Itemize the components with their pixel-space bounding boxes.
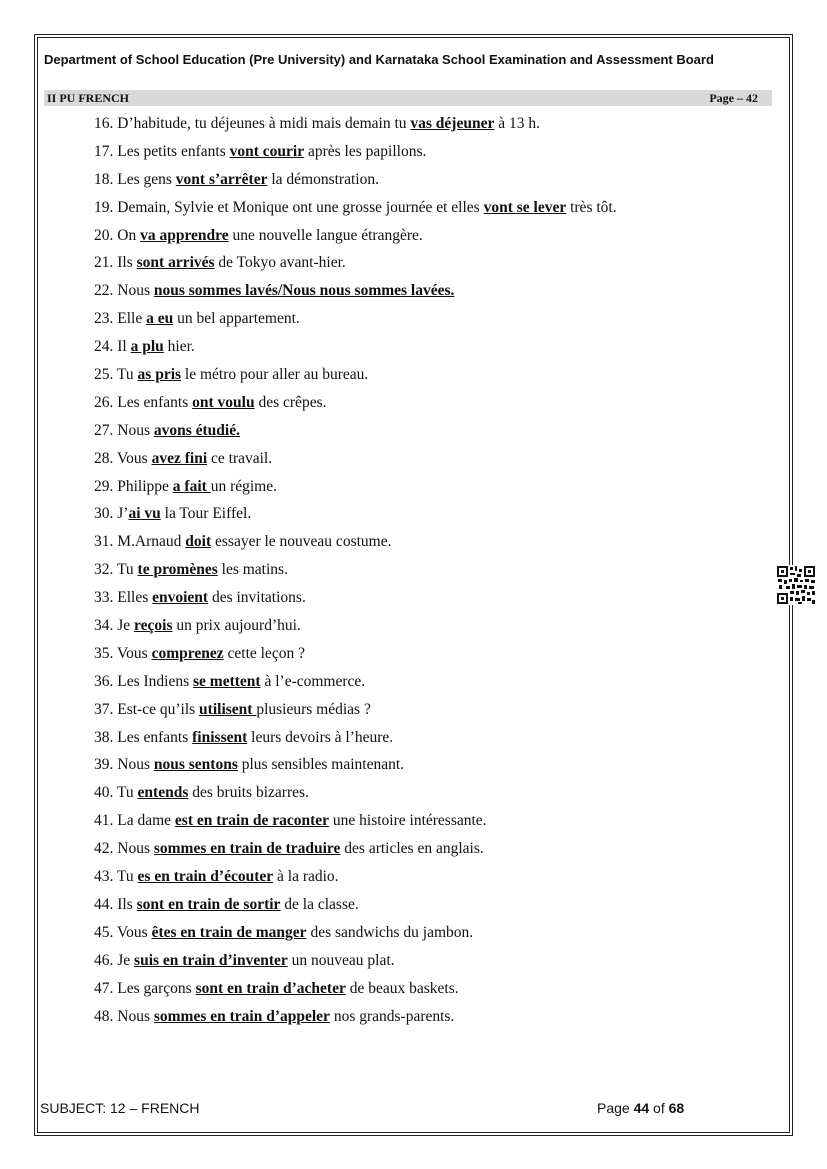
answer-prompt-start: Nous: [117, 282, 154, 300]
answer-highlight: a eu: [146, 310, 174, 328]
answer-item: [94, 894, 774, 922]
answer-highlight: sommes en train de traduire: [153, 840, 341, 858]
answer-number: 26.: [94, 393, 114, 411]
footer-subject: SUBJECT: 12 – FRENCH: [40, 1100, 200, 1116]
answer-highlight: vont se lever: [483, 198, 567, 216]
answer-item: [94, 782, 774, 810]
answer-prompt-end: des bruits bizarres.: [188, 784, 309, 802]
answer-item: [94, 113, 774, 141]
answer-highlight: a plu: [130, 338, 164, 356]
answer-highlight: ont voulu: [192, 393, 255, 411]
answer-number: 25.: [94, 366, 114, 384]
answer-prompt-end: leurs devoirs à l’heure.: [247, 728, 394, 746]
answer-prompt-end: un bel appartement.: [173, 310, 300, 328]
answer-number: 36.: [94, 672, 114, 690]
answer-item: [94, 225, 774, 253]
answer-number: 34.: [94, 617, 114, 635]
answer-highlight: entends: [137, 784, 189, 802]
answer-highlight: es en train d’écouter: [137, 868, 274, 886]
answer-number: 46.: [94, 951, 114, 969]
answer-prompt-start: J’: [117, 505, 129, 523]
answer-item: [94, 531, 774, 559]
answer-highlight: suis en train d’inventer: [134, 951, 288, 969]
answer-prompt-end: un prix aujourd’hui.: [172, 617, 301, 635]
answer-highlight: avez fini: [151, 449, 208, 467]
answer-number: 30.: [94, 505, 114, 523]
footer-page-current: 44: [633, 1100, 650, 1116]
subject-bar: [44, 90, 772, 106]
answer-item: [94, 308, 774, 336]
answer-item: [94, 754, 774, 782]
answer-item: [94, 978, 774, 1006]
footer-page-of: of: [649, 1100, 669, 1116]
answer-number: 35.: [94, 644, 114, 662]
answer-number: 20.: [94, 226, 114, 244]
answer-prompt-end: de beaux baskets.: [345, 979, 459, 997]
answer-prompt-end: une histoire intéressante.: [329, 812, 487, 830]
answer-number: 28.: [94, 449, 114, 467]
qr-code-icon: [776, 565, 816, 605]
answer-number: 42.: [94, 840, 114, 858]
answer-highlight: as pris: [137, 366, 182, 384]
answer-prompt-start: Elle: [117, 310, 147, 328]
answer-prompt-end: des crêpes.: [254, 393, 327, 411]
answer-prompt-start: Nous: [117, 840, 154, 858]
answer-highlight: êtes en train de manger: [151, 923, 307, 941]
answer-number: 45.: [94, 923, 114, 941]
answer-prompt-start: Les gens: [117, 170, 176, 188]
answer-highlight: utilisent: [199, 700, 257, 718]
answer-prompt-start: Vous: [116, 449, 152, 467]
answer-item: [94, 866, 774, 894]
answer-number: 23.: [94, 310, 114, 328]
answer-prompt-start: Je: [117, 617, 135, 635]
answer-number: 47.: [94, 979, 114, 997]
answer-prompt-start: Les enfants: [117, 393, 193, 411]
answer-prompt-start: Elles: [117, 589, 153, 607]
answer-prompt-start: Tu: [116, 366, 138, 384]
answer-item: [94, 252, 774, 280]
answer-prompt-start: Il: [117, 338, 131, 356]
answer-prompt-end: à l’e-commerce.: [260, 672, 366, 690]
answer-prompt-end: des articles en anglais.: [340, 840, 484, 858]
answer-prompt-start: Les petits enfants: [117, 142, 230, 160]
answer-prompt-end: plus sensibles maintenant.: [237, 756, 405, 774]
answer-number: 27.: [94, 421, 114, 439]
answer-item: [94, 838, 774, 866]
answer-item: [94, 587, 774, 615]
answer-prompt-start: Vous: [116, 923, 152, 941]
answer-highlight: ai vu: [128, 505, 161, 523]
answer-prompt-start: Tu: [116, 784, 138, 802]
answer-prompt-start: Ils: [117, 895, 137, 913]
footer-page-prefix: Page: [597, 1100, 634, 1116]
answer-number: 18.: [94, 170, 114, 188]
answer-prompt-end: très tôt.: [566, 198, 617, 216]
answer-prompt-start: Je: [117, 951, 135, 969]
answer-prompt-start: Vous: [116, 644, 152, 662]
answer-prompt-start: D’habitude, tu déjeunes à midi mais demain tu: [117, 115, 411, 132]
answer-prompt-start: Tu: [116, 868, 138, 886]
answer-item: [94, 1006, 774, 1034]
answer-number: 16.: [94, 115, 114, 132]
answer-item: [94, 197, 774, 225]
answer-prompt-end: un nouveau plat.: [287, 951, 395, 969]
page-label: Page – 42: [709, 91, 758, 105]
answer-prompt-start: Les enfants: [117, 728, 193, 746]
answer-item: [94, 615, 774, 643]
answer-highlight: sommes en train d’appeler: [153, 1007, 330, 1025]
answer-item: [94, 950, 774, 978]
answer-prompt-end: de la classe.: [280, 895, 359, 913]
answer-item: [94, 727, 774, 755]
answer-highlight: doit: [185, 533, 212, 551]
answer-prompt-end: cette leçon ?: [223, 644, 305, 662]
answer-highlight: comprenez: [151, 644, 224, 662]
answer-item: [94, 420, 774, 448]
answer-number: 32.: [94, 561, 114, 579]
answer-item: [94, 671, 774, 699]
answer-item: [94, 280, 774, 308]
department-header: Department of School Education (Pre University) and Karnataka School Examination and Assessment Board: [44, 52, 714, 67]
answer-prompt-end: hier.: [163, 338, 195, 356]
answer-number: 33.: [94, 589, 114, 607]
answer-number: 19.: [94, 198, 114, 216]
answer-highlight: nous sommes lavés/Nous nous sommes lavées.: [153, 282, 455, 300]
answer-item: [94, 503, 774, 531]
answer-number: 37.: [94, 700, 114, 718]
answer-highlight: sont en train de sortir: [136, 895, 281, 913]
answer-highlight: vas déjeuner: [410, 115, 495, 132]
answer-prompt-start: Ils: [117, 254, 137, 272]
answer-prompt-end: à la radio.: [273, 868, 339, 886]
answer-highlight: se mettent: [193, 672, 261, 690]
answer-item: [94, 699, 774, 727]
footer-page-total: 68: [668, 1100, 685, 1116]
answer-number: 48.: [94, 1007, 114, 1025]
answer-prompt-end: nos grands-parents.: [329, 1007, 455, 1025]
answer-highlight: reçois: [134, 617, 173, 635]
answer-prompt-start: Nous: [117, 421, 154, 439]
answer-item: [94, 448, 774, 476]
answer-number: 41.: [94, 812, 114, 830]
answer-highlight: sont arrivés: [136, 254, 215, 272]
answer-highlight: te promènes: [137, 561, 218, 579]
answer-item: [94, 392, 774, 420]
answer-number: 21.: [94, 254, 114, 272]
answer-prompt-start: Philippe: [117, 477, 173, 495]
answer-item: [94, 476, 774, 504]
answer-highlight: vont courir: [229, 142, 305, 160]
answer-prompt-end: la démonstration.: [267, 170, 379, 188]
answer-highlight: va apprendre: [140, 226, 229, 244]
answer-prompt-end: un régime.: [210, 477, 277, 495]
answer-number: 17.: [94, 142, 114, 160]
answer-prompt-start: On: [117, 226, 141, 244]
answer-item: [94, 141, 774, 169]
answer-item: [94, 364, 774, 392]
answer-prompt-start: Tu: [116, 561, 138, 579]
answer-number: 38.: [94, 728, 114, 746]
answer-highlight: est en train de raconter: [174, 812, 330, 830]
answer-prompt-end: de Tokyo avant-hier.: [214, 254, 346, 272]
answer-list: [94, 113, 774, 1033]
answer-item: [94, 169, 774, 197]
answer-number: 31.: [94, 533, 114, 551]
answer-prompt-end: le métro pour aller au bureau.: [181, 366, 369, 384]
answer-item: [94, 810, 774, 838]
answer-number: 24.: [94, 338, 114, 356]
answer-prompt-start: La dame: [117, 812, 175, 830]
footer-page-number: [597, 1100, 684, 1116]
answer-highlight: sont en train d’acheter: [195, 979, 346, 997]
answer-prompt-end: après les papillons.: [304, 142, 427, 160]
answer-prompt-end: à 13 h.: [494, 115, 540, 132]
answer-prompt-start: Demain, Sylvie et Monique ont une grosse journée et elles: [117, 198, 484, 216]
answer-prompt-end: plusieurs médias ?: [256, 700, 371, 718]
answer-highlight: nous sentons: [153, 756, 238, 774]
answer-prompt-end: ce travail.: [207, 449, 273, 467]
answer-highlight: vont s’arrêter: [175, 170, 268, 188]
answer-number: 29.: [94, 477, 114, 495]
answer-prompt-end: des invitations.: [208, 589, 306, 607]
answer-item: [94, 559, 774, 587]
course-title: II PU FRENCH: [47, 91, 130, 105]
answer-prompt-end: des sandwichs du jambon.: [306, 923, 474, 941]
answer-prompt-start: Les Indiens: [117, 672, 194, 690]
answer-highlight: envoient: [152, 589, 209, 607]
answer-prompt-start: Nous: [117, 756, 154, 774]
answer-number: 43.: [94, 868, 114, 886]
answer-prompt-start: Les garçons: [117, 979, 196, 997]
answer-prompt-end: une nouvelle langue étrangère.: [228, 226, 423, 244]
answer-number: 39.: [94, 756, 114, 774]
answer-prompt-start: M.Arnaud: [117, 533, 186, 551]
answer-item: [94, 643, 774, 671]
answer-number: 22.: [94, 282, 114, 300]
answer-number: 40.: [94, 784, 114, 802]
answer-prompt-end: essayer le nouveau costume.: [211, 533, 392, 551]
answer-highlight: avons étudié.: [153, 421, 240, 439]
answer-highlight: finissent: [192, 728, 248, 746]
answer-item: [94, 336, 774, 364]
answer-prompt-start: Est-ce qu’ils: [117, 700, 200, 718]
answer-item: [94, 922, 774, 950]
answer-number: 44.: [94, 895, 114, 913]
answer-prompt-end: la Tour Eiffel.: [160, 505, 252, 523]
answer-prompt-end: les matins.: [217, 561, 288, 579]
answer-highlight: a fait: [172, 477, 211, 495]
answer-prompt-start: Nous: [117, 1007, 154, 1025]
